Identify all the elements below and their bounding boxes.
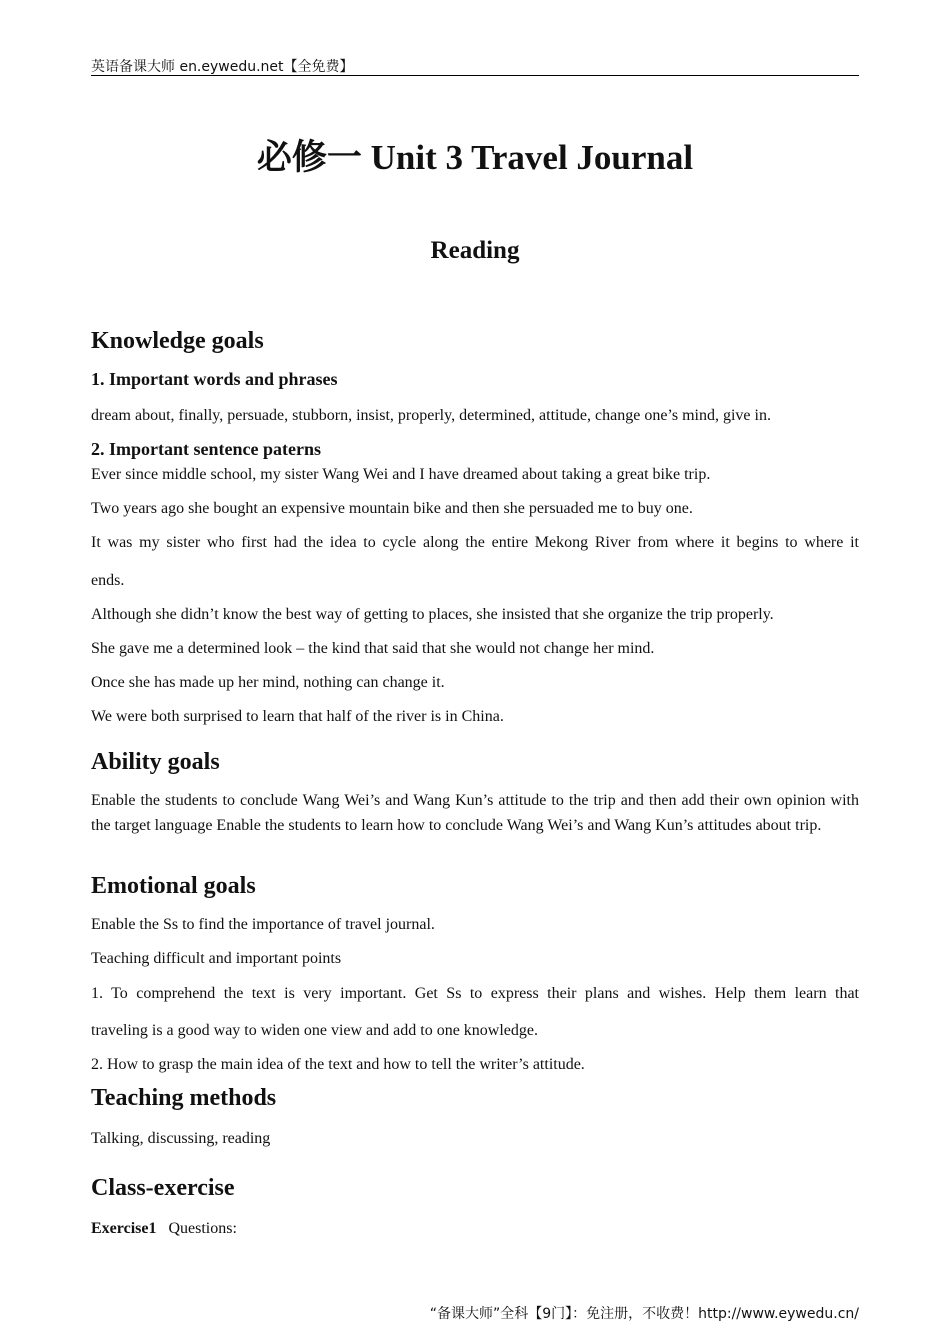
emotional-goals-heading: Emotional goals (91, 873, 256, 899)
words-list: dream about, finally, persuade, stubborn, insist, properly, determined, attitude, change one’s mind, give in. (91, 407, 771, 424)
ability-goals-text: Enable the students to conclude Wang Wei’s and Wang Kun’s attitude to the trip and then add their own opinion with the target language Enable the students to learn how to conclude Wang Wei’s and Wang Kun’s attitudes about trip. (91, 792, 859, 834)
sentence-line: It was my sister who first had the idea to cycle along the entire Mekong River from where it begins to where it (91, 534, 859, 551)
teaching-points-label: Teaching difficult and important points (91, 950, 342, 967)
ability-goals-heading: Ability goals (91, 749, 220, 775)
sentences-heading: 2. Important sentence paterns (91, 439, 321, 459)
header-text: 英语备课大师 en.eywedu.net【全免费】 (91, 59, 354, 75)
knowledge-goals-heading: Knowledge goals (91, 328, 264, 354)
emotional-goals-text: Enable the Ss to find the importance of travel journal. (91, 916, 435, 933)
words-heading: 1. Important words and phrases (91, 369, 338, 389)
sentence-line: ends. (91, 572, 125, 589)
teaching-methods-heading: Teaching methods (91, 1085, 277, 1111)
teaching-methods-text: Talking, discussing, reading (91, 1130, 271, 1147)
sentence-line: Two years ago she bought an expensive mountain bike and then she persuaded me to buy one. (91, 500, 693, 517)
exercise-line (91, 1216, 859, 1241)
exercise-text: Questions: (168, 1220, 237, 1237)
sentence-line: Ever since middle school, my sister Wang Wei and I have dreamed about taking a great bike trip. (91, 466, 711, 483)
page-header (91, 55, 859, 76)
exercise-label: Exercise1 (91, 1220, 157, 1237)
sentence-line: We were both surprised to learn that half of the river is in China. (91, 708, 504, 725)
teaching-point-1: 1. To comprehend the text is very important. Get Ss to express their plans and wishes. Help them learn that (91, 985, 859, 1002)
teaching-point-2: 2. How to grasp the main idea of the text and how to tell the writer’s attitude. (91, 1056, 585, 1073)
sentence-line: Once she has made up her mind, nothing can change it. (91, 674, 445, 691)
sentence-line: Although she didn’t know the best way of getting to places, she insisted that she organize the trip properly. (91, 606, 774, 623)
section-subtitle: Reading (430, 237, 520, 264)
teaching-point-1-continued: traveling is a good way to widen one view and add to one knowledge. (91, 1022, 538, 1039)
class-exercise-heading: Class-exercise (91, 1175, 235, 1201)
sentence-line: She gave me a determined look – the kind that said that she would not change her mind. (91, 640, 655, 657)
document-title: 必修一 Unit 3 Travel Journal (256, 138, 694, 177)
page-footer: “备课大师”全科【9门】：免注册，不收费！http://www.eywedu.cn/ (429, 1306, 859, 1322)
